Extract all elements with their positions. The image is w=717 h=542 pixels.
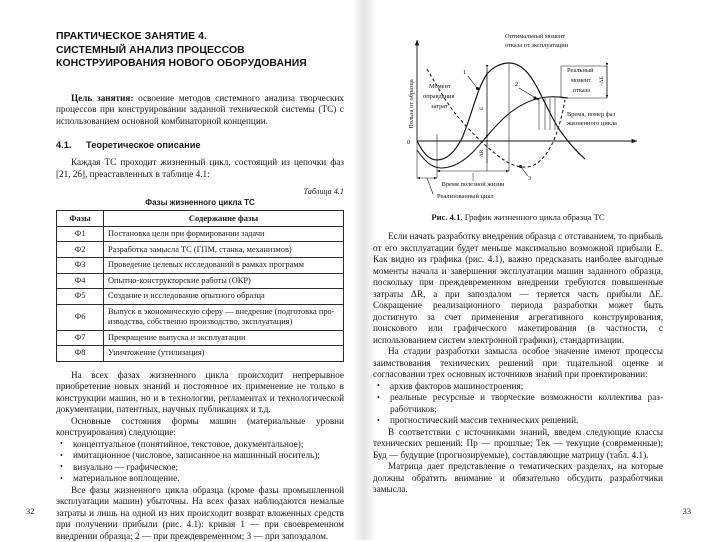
cell-phase: Ф2 <box>57 242 104 258</box>
optimal-moment-line-2: отказа от эксплуатации <box>505 42 569 49</box>
time-axis-line-2: жизненного цикла <box>567 120 617 127</box>
curve-3-label: 3 <box>528 175 532 182</box>
column-header-content: Содержание фазы <box>104 211 344 227</box>
cost-moment-line-1: Момент <box>429 83 451 90</box>
table-row <box>57 289 344 305</box>
origin-zero: 0 <box>407 139 411 146</box>
cell-description: Уничтожение (утилизация) <box>104 346 344 362</box>
curve-1-label: 1 <box>463 69 467 76</box>
y-axis-label: Польза от образца <box>408 79 415 129</box>
real-moment-annotation <box>567 67 594 94</box>
cell-phase: Ф3 <box>57 258 104 274</box>
page-left <box>0 0 358 540</box>
table-title: Фазы жизненного цикла ТС <box>145 198 255 208</box>
cell-phase: Ф8 <box>57 346 104 362</box>
page-title-line-3: КОНСТРУИРОВАНИЯ НОВОГО ОБОРУДОВАНИЯ <box>56 58 307 70</box>
realized-cycle-label: Реализованный цикл <box>437 193 494 200</box>
page-number-right: 33 <box>682 507 691 516</box>
cost-justification-annotation <box>423 83 454 110</box>
cost-moment-line-2: оправдания <box>423 93 455 100</box>
page-title <box>56 30 344 71</box>
cost-moment-line-3: затрат <box>431 103 448 110</box>
page-title-line-1: ПРАКТИЧЕСКОЕ ЗАНЯТИЕ 4. <box>56 31 207 42</box>
real-moment-line-1: Реальный <box>567 67 594 74</box>
time-axis-line-1: Время, номер фаз <box>567 111 616 118</box>
table-header-row <box>57 211 344 227</box>
cell-description: Постановка цели при формировании задачи <box>104 226 344 242</box>
right-page-content <box>373 26 663 496</box>
list-item: • имитационное (числовое, записанное на машинный носитель); <box>56 450 344 462</box>
E-measure <box>479 68 487 138</box>
cell-phase: Ф4 <box>57 273 104 289</box>
curve-labels <box>463 69 539 182</box>
optimal-moment-line-1: Оптимальный момент <box>505 33 566 40</box>
column-header-phase: Фазы <box>57 211 104 227</box>
table-row <box>57 304 344 330</box>
table-row <box>57 273 344 289</box>
section-heading <box>56 140 344 150</box>
goal-paragraph <box>56 93 344 128</box>
E-label: Е <box>479 106 485 110</box>
paragraph-losses: Все фазы жизненного цикла образца (кроме фазы промышленной эксплуатации машин) убыточны. На всех фазах наблюдаются немалые затраты и лишь на одной из них происходит возврат вложенных средств при получении прибыли (рис. 4.1): кривая 1 — при своевременном внедрении образца; 2 — при преждевременном; 3 — при запоздалом. <box>56 484 344 541</box>
list-item: • материальное воплощение. <box>56 473 344 485</box>
section-title: Теоретическое описание <box>86 140 201 151</box>
list-item: • архив факторов машиностроения; <box>373 381 663 393</box>
states-list <box>56 439 344 485</box>
paragraph-classes: В соответствии с источниками знаний, введем следующие классы технических решений: Пр — прошлые; Тек — текущие (современные); Буд — будущие (прогнозируемые), составляющие матрицу (табл. 4.1). <box>373 426 663 460</box>
paragraph-profit: Если начать разработку внедрения образца с отставанием, то прибыль от его эксплуатации будет меньше максимально возможной прибыли Е. Как видно из графика (рис. 4.1), важно предсказать наиболее выгодные моменты начала и завершения эксплуатации машин заданного образца, поскольку при преждевременном внедрении требуются повышенные затраты ΔR, а при запоздалом — теряется часть прибыли ΔЕ. Сокращение реализационного периода разработки может быть достигнуто за счет применения агрегативного конструирования, поискового или графического макетирования (в частности, с использованием систем электронной графики), стандартизации. <box>373 231 663 345</box>
left-page-content <box>56 30 344 542</box>
real-moment-line-3: отказа <box>573 87 591 94</box>
table-row <box>57 242 344 258</box>
time-axis-annotation <box>566 111 617 127</box>
curve-2-label: 2 <box>515 81 519 88</box>
figure-caption-text: . График жизненного цикла образца ТС <box>460 212 605 222</box>
list-item: • визуально — графическое; <box>56 462 344 474</box>
list-item: • концептуальное (понятийное, текстовое, документальное); <box>56 439 344 451</box>
table-row <box>57 258 344 274</box>
paragraph-matrix: Матрица дает представление о тематических разделах, на которые должны обратить внимание и обязательно обсудить разработчики замысла. <box>373 461 663 494</box>
curve-1-timely <box>417 63 585 160</box>
cell-phase: Ф7 <box>57 330 104 346</box>
useful-life-measure <box>437 171 509 188</box>
cell-description: Проведение целевых исследований в рамках программ <box>104 258 344 274</box>
page-number-left: 32 <box>26 507 35 516</box>
sources-list <box>373 381 663 427</box>
phases-table <box>56 210 344 361</box>
table-number-label: Таблица 4.1 <box>303 187 344 197</box>
table-row <box>57 226 344 242</box>
page-title-line-2: СИСТЕМНЫЙ АНАЛИЗ ПРОЦЕССОВ <box>56 44 245 56</box>
deltaR-label: ΔR <box>479 149 485 157</box>
list-item: • прогностический массив технических решений. <box>373 415 663 427</box>
lifecycle-figure <box>369 26 669 206</box>
page-right <box>359 0 717 540</box>
figure-caption-number: Рис. 4.1 <box>431 212 461 222</box>
cell-phase: Ф5 <box>57 289 104 305</box>
useful-life-label: Время полезной жизни <box>441 181 505 188</box>
cell-description: Разработка замысла ТС (ГПМ, станка, механизмов) <box>104 242 344 258</box>
figure-caption <box>373 212 663 222</box>
intro-paragraph: Каждая ТС проходит жизненный цикл, состоящий из цепочки фаз [21, 26], преаставленных в таблице 4.1: <box>56 157 344 179</box>
paragraph-states: Основные состояния формы машин (материальные уровни конструирования) следующие: <box>56 415 344 438</box>
cell-phase: Ф6 <box>57 304 104 330</box>
paragraph-design-stage: На стадии разработки замысла особое значение имеют процессы заимствования технических решений при тщательной оценке и согласовании трех основных источников знаний при проектировании: <box>373 346 663 379</box>
cell-phase: Ф1 <box>57 226 104 242</box>
section-number: 4.1. <box>56 140 72 151</box>
goal-label: Цель занятия: <box>71 92 134 103</box>
table-row <box>57 346 344 362</box>
cell-description: Опытно-конструкторские работы (ОКР) <box>104 273 344 289</box>
deltaE-label: –ΔЕ <box>599 76 605 86</box>
paragraph-all-phases: На всех фазах жизненного цикла происходит непрерывное приобретение новых знаний и постоянное их применение не только в конструкции машин, но и в технологии, регламентах и технологической документации, патентных, научных публикациях и т.д. <box>56 369 344 415</box>
cell-description: Создание и исследование опытного образца <box>104 289 344 305</box>
cell-description: Выпуск в экономическую сферу — внедрение (подготовка производства, собственно производство, эксплуатация) <box>104 304 344 330</box>
goal-text: освоение методов системного анализа творческих процессов при конструировании заданной технической системы (ТС) с использованием основной комбинаторной концепции. <box>56 92 344 126</box>
optimal-moment-annotation <box>505 33 569 49</box>
list-item: • реальные ресурсные и творческие возможности коллектива разработчиков; <box>373 392 663 415</box>
table-row <box>57 330 344 346</box>
cell-description: Прекращение выпуска и эксплуатации <box>104 330 344 346</box>
real-moment-line-2: момент <box>571 77 592 84</box>
